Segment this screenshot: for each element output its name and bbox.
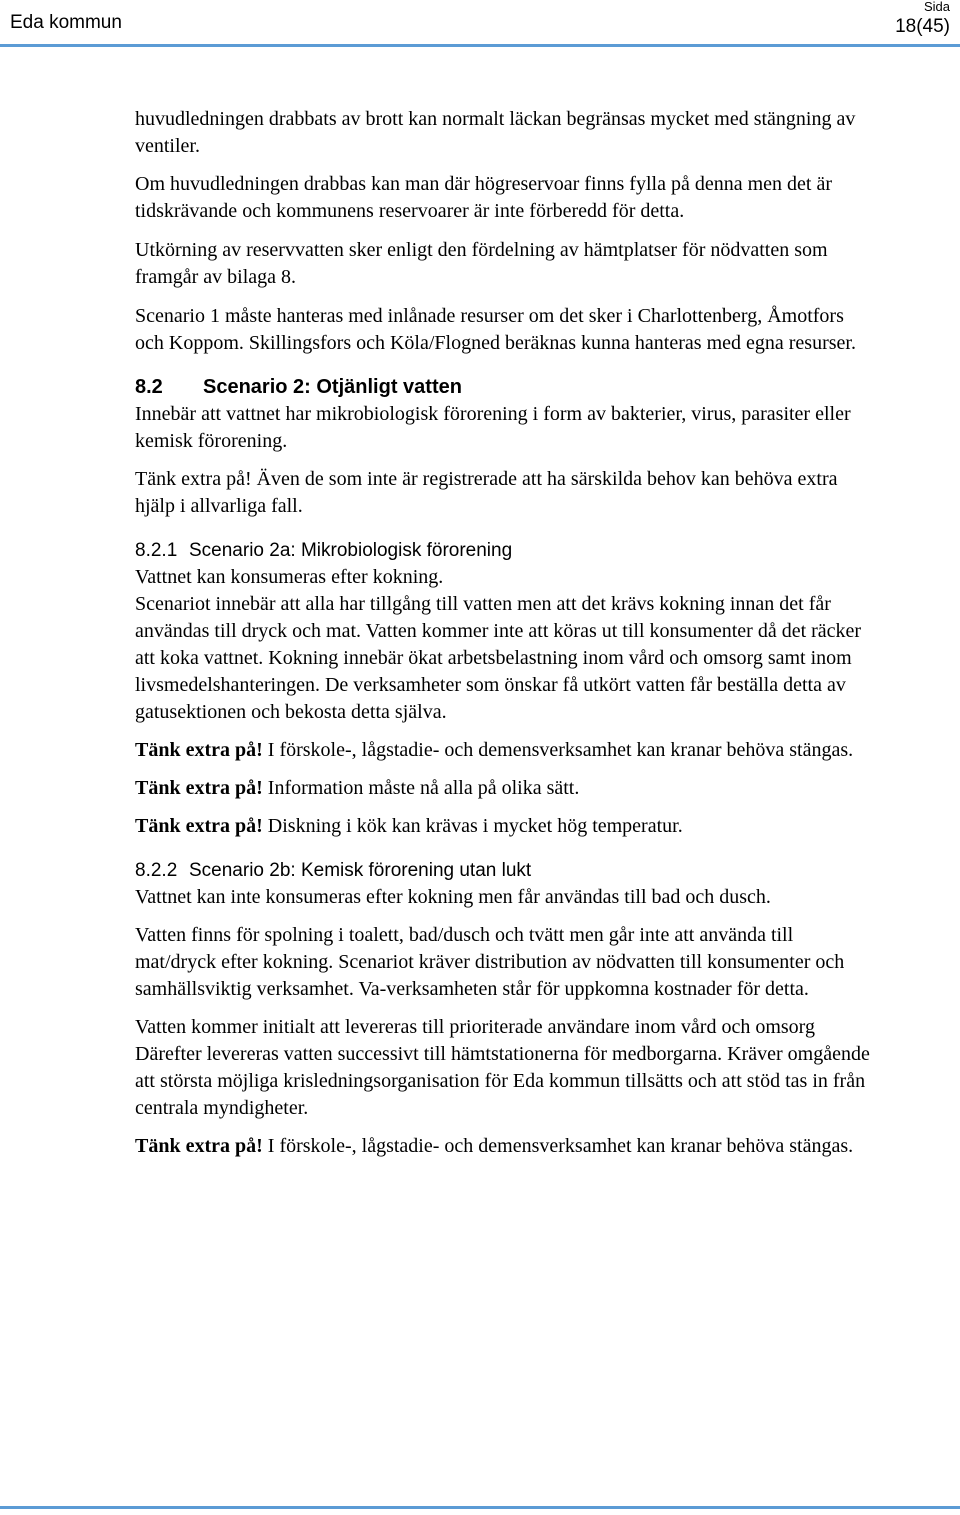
- note-label: Tänk extra på!: [135, 777, 263, 799]
- note-paragraph: Tänk extra på! Information måste nå alla på olika sätt.: [135, 777, 580, 799]
- page-indicator: [895, 0, 950, 38]
- paragraph: Innebär att vattnet har mikrobiologisk förorening i form av bakterier, virus, parasiter eller kemisk förorening.: [135, 403, 851, 452]
- note-paragraph: Tänk extra på! I förskole-, lågstadie- och demensverksamhet kan kranar behöva stängas.: [135, 739, 854, 761]
- paragraph: Vattnet kan konsumeras efter kokning.: [135, 566, 444, 588]
- section-number: 8.2.2: [135, 860, 178, 881]
- paragraph: Vattnet kan inte konsumeras efter kokning men får användas till bad och dusch.: [135, 886, 771, 908]
- section-heading-8-2-2: [135, 857, 870, 884]
- paragraph: huvudledningen drabbats av brott kan normalt läckan begränsas mycket med stängning av ventiler.: [135, 108, 856, 157]
- note-label: Tänk extra på!: [135, 1135, 263, 1157]
- header-divider: [0, 44, 960, 47]
- footer-divider: [0, 1506, 960, 1509]
- section-heading-8-2: [135, 374, 870, 401]
- section-number: 8.2.1: [135, 540, 178, 561]
- paragraph: Om huvudledningen drabbas kan man där högreservoar finns fylla på denna men det är tidskrävande och kommunens reservoarer är inte förberedd för detta.: [135, 173, 832, 222]
- section-title: Scenario 2a: Mikrobiologisk förorening: [189, 540, 513, 561]
- section-title: Scenario 2b: Kemisk förorening utan lukt: [189, 860, 532, 881]
- organization-name: Eda kommun: [10, 12, 122, 33]
- paragraph: Scenario 1 måste hanteras med inlånade resurser om det sker i Charlottenberg, Åmotfors och Koppom. Skillingsfors och Köla/Flogned beräknas kunna hanteras med egna resurser.: [135, 305, 856, 354]
- section-number: 8.2: [135, 376, 163, 398]
- paragraph: Vatten kommer initialt att levereras till prioriterade användare inom vård och omsorg Därefter levereras vatten successivt till hämtstationerna för medborgarna. Kräver omgående att största möjliga krisledningsorganisation för Eda kommun tillsätts och att stöd tas in från centrala myndigheter.: [135, 1016, 870, 1119]
- section-heading-8-2-1: [135, 537, 870, 564]
- page-label: Sida: [923, 0, 950, 14]
- paragraph: Vatten finns för spolning i toalett, bad/dusch och tvätt men går inte att använda till mat/dryck efter kokning. Scenariot kräver distribution av nödvatten till konsumenter och samhällsviktig verksamhet. Va-verksamheten står för uppkomna kostnader för detta.: [135, 924, 845, 1000]
- page-number: 18(45): [895, 16, 950, 37]
- note-label: Tänk extra på!: [135, 739, 263, 761]
- note-paragraph: Tänk extra på! I förskole-, lågstadie- och demensverksamhet kan kranar behöva stängas.: [135, 1135, 854, 1157]
- section-title: Scenario 2: Otjänligt vatten: [203, 376, 462, 398]
- paragraph: Tänk extra på! Även de som inte är registrerade att ha särskilda behov kan behöva extra hjälp i allvarliga fall.: [135, 468, 838, 517]
- note-paragraph: Tänk extra på! Diskning i kök kan krävas i mycket hög temperatur.: [135, 815, 683, 837]
- paragraph: Utkörning av reservvatten sker enligt den fördelning av hämtplatser för nödvatten som framgår av bilaga 8.: [135, 239, 828, 288]
- paragraph: Scenariot innebär att alla har tillgång till vatten men att det krävs kokning innan det får användas till dryck och mat. Vatten kommer inte att köras ut till konsumenter då det räcker att koka vattnet. Kokning innebär ökat arbetsbelastning inom vård och omsorg samt inom livsmedelshanteringen. De verksamheter som önskar få utkört vatten får beställa detta av gatusektionen och bekosta detta själva.: [135, 593, 862, 723]
- document-body: [135, 106, 870, 1160]
- note-label: Tänk extra på!: [135, 815, 263, 837]
